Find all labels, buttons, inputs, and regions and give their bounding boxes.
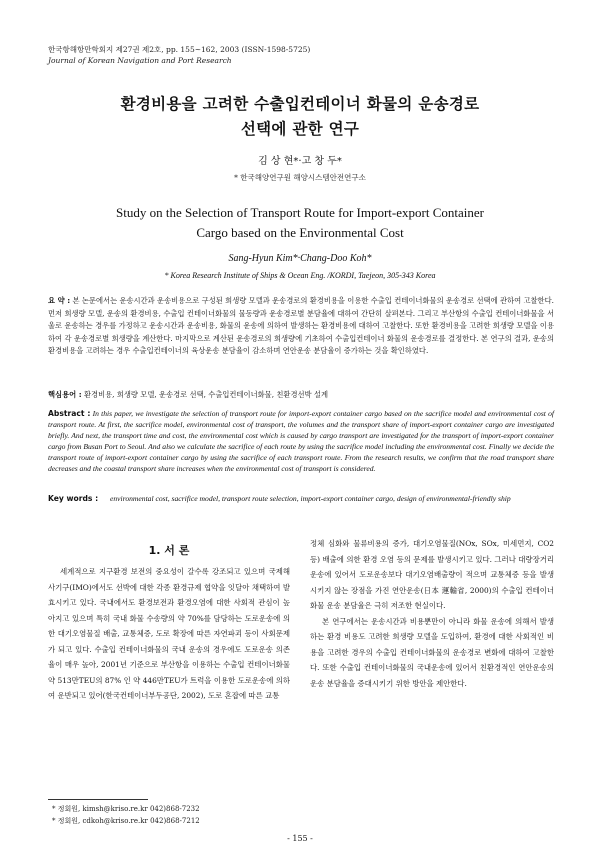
journal-header xyxy=(48,44,310,66)
paper-title-ko-line1: 환경비용을 고려한 수출입컨테이너 화물의 운송경로 xyxy=(120,95,480,113)
footnote-rule xyxy=(48,799,148,800)
keywords-ko-label: 핵심용어 : xyxy=(48,390,82,399)
authors-ko: 김 상 현*·고 창 두* xyxy=(258,156,342,167)
body-column-right xyxy=(310,536,554,691)
abstract-en-text: In this paper, we investigate the selection of transport route for import-export container cargo based on the sacrifice model and environmental cost of transport route. At first, the sacrifice model, environmental cost of transport, the volumes and the transport share of import-export container cargo are investigated briefly. And next, the transport time and cost, the environmental cost which is caused by cargo transport are investigated for the transport of import-export container cargo from Busan Port to Seoul. And also we calculate the sacrifice of each route by using the sacrifice model including the environmental cost. Finally we decide the transport route of import-export container cargo by using the sacrifice of each transport route. From the research results, we confirm that the road transport share decreases and the coastal transport share increases when the environmental cost of transport is considered. xyxy=(48,409,554,474)
keywords-en xyxy=(48,493,554,504)
affiliation-ko: * 한국해양연구원 해양시스템안전연구소 xyxy=(234,173,366,182)
paper-title-ko xyxy=(40,92,560,142)
keywords-ko xyxy=(48,389,554,402)
paper-title-en xyxy=(40,203,560,243)
keywords-ko-text: 환경비용, 희생량 모델, 운송경로 선택, 수출입컨테이너화물, 친환경선박 설계 xyxy=(83,390,329,399)
intro-paragraph-1-continued: 정체 심화와 물류비용의 증가, 대기오염물질(NOx, SOx, 미세먼지, CO2 등) 배출에 의한 환경 오염 등의 문제를 발생시키고 있다. 그러나 대량장거리 운송에 있어서 도로운송보다 대기오염배출량이 적으며 교통체증 등을 발생시키지 않는 장점을 가진 연안운송(日本 運輸省, 2000)의 수출입 컨테이너화물 운송 분담율은 극히 저조한 현실이다. xyxy=(310,539,554,610)
affiliation-en: * Korea Research Institute of Ships & Ocean Eng. /KORDI, Taejeon, 305-343 Korea xyxy=(164,271,436,280)
keywords-en-text: environmental cost, sacrifice model, transport route selection, import-export container cargo, design of environmental-friendly ship xyxy=(110,494,511,503)
intro-paragraph-2: 본 연구에서는 운송시간과 비용뿐만이 아니라 화물 운송에 의해서 발생하는 환경 비용도 고려한 희생량 모델을 도입하여, 환경에 대한 사회적인 비용을 고려한 경우의 수출입 컨테이너화물의 운송경로 변화에 대하여 고찰한다. 또한 수출입 컨테이너화물의 국내운송에 있어서 친환경적인 연안운송의 운송 분담율을 증대시키기 위한 방안을 제안한다. xyxy=(310,616,554,688)
abstract-ko xyxy=(48,295,554,358)
journal-citation-ko: 한국항해항만학회지 제27권 제2호, pp. 155~162, 2003 (ISSN-1598-5725) xyxy=(48,45,311,54)
authors-en: Sang-Hyun Kim*·Chang-Doo Koh* xyxy=(228,253,372,264)
abstract-ko-text: 본 논문에서는 운송시간과 운송비용으로 구성된 희생량 모델과 운송경로의 환경비용을 이용한 수출입 컨테이너화물의 운송경로 선택에 관하여 고찰한다. 먼저 희생량 모델, 운송의 환경비용, 수출입 컨테이너화물의 물동량과 운송경로별 분담율에 대하여 간단히 살펴본다. 그리고 부산항의 수출입 컨테이너화물을 서울로 운송하는 경우를 가정하고 운송시간과 운송비용, 화물의 운송에 의하여 발생하는 환경비용에 대하여 고찰한다. 또한 환경비용을 고려한 희생량 모델을 이용하여 각 운송경로별 희생량을 계산한다. 마지막으로 계산된 운송경로의 희생량에 기초하여 수출입컨테이너 화물의 운송경로를 결정한다. 본 연구의 결과, 운송의 환경비용을 고려하는 경우 수출입컨테이너의 육상운송 분담율이 감소하며 연안운송 분담율이 증가하는 것을 확인하였다. xyxy=(48,296,554,356)
footnote-author-1: * 정회원, kimsh@kriso.re.kr 042)868-7232 xyxy=(52,805,200,813)
section-heading-introduction: 1. 서 론 xyxy=(148,544,190,557)
paper-title-ko-line2: 선택에 관한 연구 xyxy=(240,120,360,138)
body-column-left xyxy=(48,564,290,704)
abstract-en-label: Abstract : xyxy=(48,409,91,418)
abstract-ko-label: 요 약 : xyxy=(48,296,71,305)
intro-paragraph-1: 세계적으로 지구환경 보전의 중요성이 갈수록 강조되고 있으며 국제해사기구(IMO)에서도 선박에 대한 각종 환경규제 협약을 잇달아 채택하여 발효시키고 있다. 국내에서도 환경보전과 환경오염에 대한 사회적 관심이 높아지고 있으며 특히 국내 화물 수송량의 약 70%를 담당하는 도로운송에 의한 대기오염물질 배출, 교통체증, 도로 확장에 따른 자연파괴 등이 사회문제가 되고 있다. 수출입 컨테이너화물의 국내 운송의 경우에도 도로운송 의존율이 매우 높아, 2001년 기준으로 부산항을 이용하는 수출입 컨테이너화물 약 513만TEU의 87% 인 약 446만TEU가 트럭을 이용한 도로운송에 의하여 운반되고 있어(한국컨테이너부두공단, 2002), 도로 혼잡에 따른 교통 xyxy=(48,567,290,700)
journal-name-en: Journal of Korean Navigation and Port Research xyxy=(48,56,232,65)
footnote-author-2: * 정회원, cdkoh@kriso.re.kr 042)868-7212 xyxy=(52,817,200,825)
paper-title-en-line2: Cargo based on the Environmental Cost xyxy=(196,225,404,240)
paper-title-en-line1: Study on the Selection of Transport Route for Import-export Container xyxy=(116,205,484,220)
keywords-en-label: Key words : xyxy=(48,494,99,503)
abstract-en xyxy=(48,408,554,475)
page-number: - 155 - xyxy=(287,834,313,843)
